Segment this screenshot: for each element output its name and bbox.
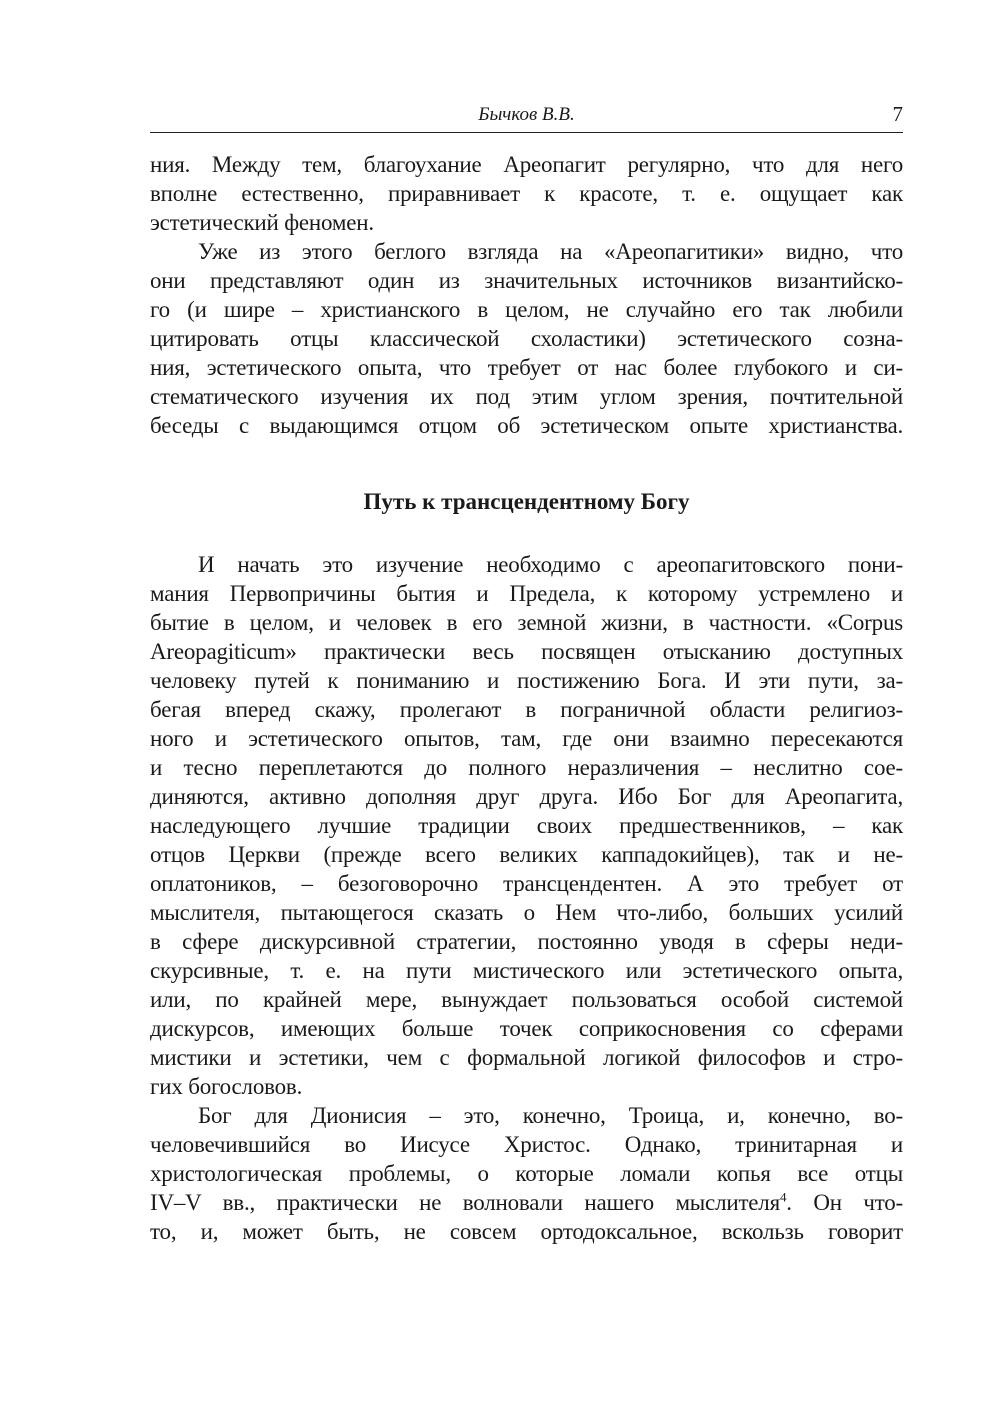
text-line: ния, эстетического опыта, что требует от нас более глубокого и си- [150,355,903,380]
text-line: бытие в целом, и человек в его земной жизни, в частности. «Corpus [150,610,903,635]
text-line: стематического изучения их под этим углом зрения, почтительной [150,384,903,409]
text-line: в сфере дискурсивной стратегии, постоянно уводя в сферы неди- [150,929,903,954]
text-line: отцов Церкви (прежде всего великих каппадокийцев), так и не- [150,842,903,867]
text-line: Уже из этого беглого взгляда на «Ареопагитики» видно, что [198,239,903,264]
text-line: Areopagiticum» практически весь посвящен отысканию доступных [150,639,903,664]
running-header [150,100,903,132]
running-header-author: Бычков В.В. [478,104,575,125]
page-body [150,150,903,1246]
text-line: ного и эстетического опытов, там, где они взаимно пересекаются [150,726,903,751]
paragraph-3 [150,550,903,1101]
text-line: мания Первопричины бытия и Предела, к которому устремлено и [150,581,903,606]
text-line: гих богословов. [150,1074,303,1099]
text-span: IV–V вв., практически не волновали нашего мыслителя [150,1190,780,1215]
text-line: мыслителя, пытающегося сказать о Нем что-либо, больших усилий [150,900,903,925]
text-line: или, по крайней мере, вынуждает пользоваться особой системой [150,987,903,1012]
text-line: цитировать отцы классической схоластики) эстетического созна- [150,326,903,351]
text-line: они представляют один из значительных источников византийско- [150,268,903,293]
text-line: мистики и эстетики, чем с формальной логикой философов и стро- [150,1045,903,1070]
text-line: эстетический феномен. [150,210,374,235]
section-heading: Путь к трансцендентному Богу [363,489,690,514]
text-line: и тесно переплетаются до полного неразличения – неслитно сое- [150,755,903,780]
text-line: дискурсов, имеющих больше точек соприкосновения со сферами [150,1016,903,1041]
text-line: ния. Между тем, благоухание Ареопагит регулярно, что для него [150,152,903,177]
text-line: го (и шире – христианского в целом, не случайно его так любили [150,297,903,322]
text-span: . Он что- [786,1190,903,1215]
text-line: диняются, активно дополняя друг друга. Ибо Бог для Ареопагита, [150,784,903,809]
text-line: бегая вперед скажу, пролегают в пограничной области религиоз- [150,697,903,722]
text-line: человеку путей к пониманию и постижению Бога. И эти пути, за- [150,668,903,693]
text-line: оплатоников, – безоговорочно трансцендентен. А это требует от [150,871,903,896]
text-line: беседы с выдающимся отцом об эстетическом опыте христианства. [150,413,903,438]
text-line: человечившийся во Иисусе Христос. Однако, тринитарная и [150,1132,903,1157]
text-line: Бог для Дионисия – это, конечно, Троица, и, конечно, во- [198,1103,903,1128]
paragraph-4 [150,1101,903,1246]
text-line: наследующего лучшие традиции своих предшественников, – как [150,813,903,838]
text-line [150,1188,903,1217]
text-line: скурсивные, т. е. на пути мистического или эстетического опыта, [150,958,903,983]
text-line: вполне естественно, приравнивает к красоте, т. е. ощущает как [150,181,903,206]
paragraph-1 [150,150,903,237]
text-line: И начать это изучение необходимо с ареопагитовского пони- [198,552,903,577]
text-line: то, и, может быть, не совсем ортодоксальное, вскользь говорит [150,1219,903,1244]
footnote-ref-4[interactable]: 4 [779,1189,787,1205]
header-rule [150,132,903,133]
text-line: христологическая проблемы, о которые ломали копья все отцы [150,1161,903,1186]
page-number: 7 [892,102,903,126]
paragraph-2 [150,237,903,440]
